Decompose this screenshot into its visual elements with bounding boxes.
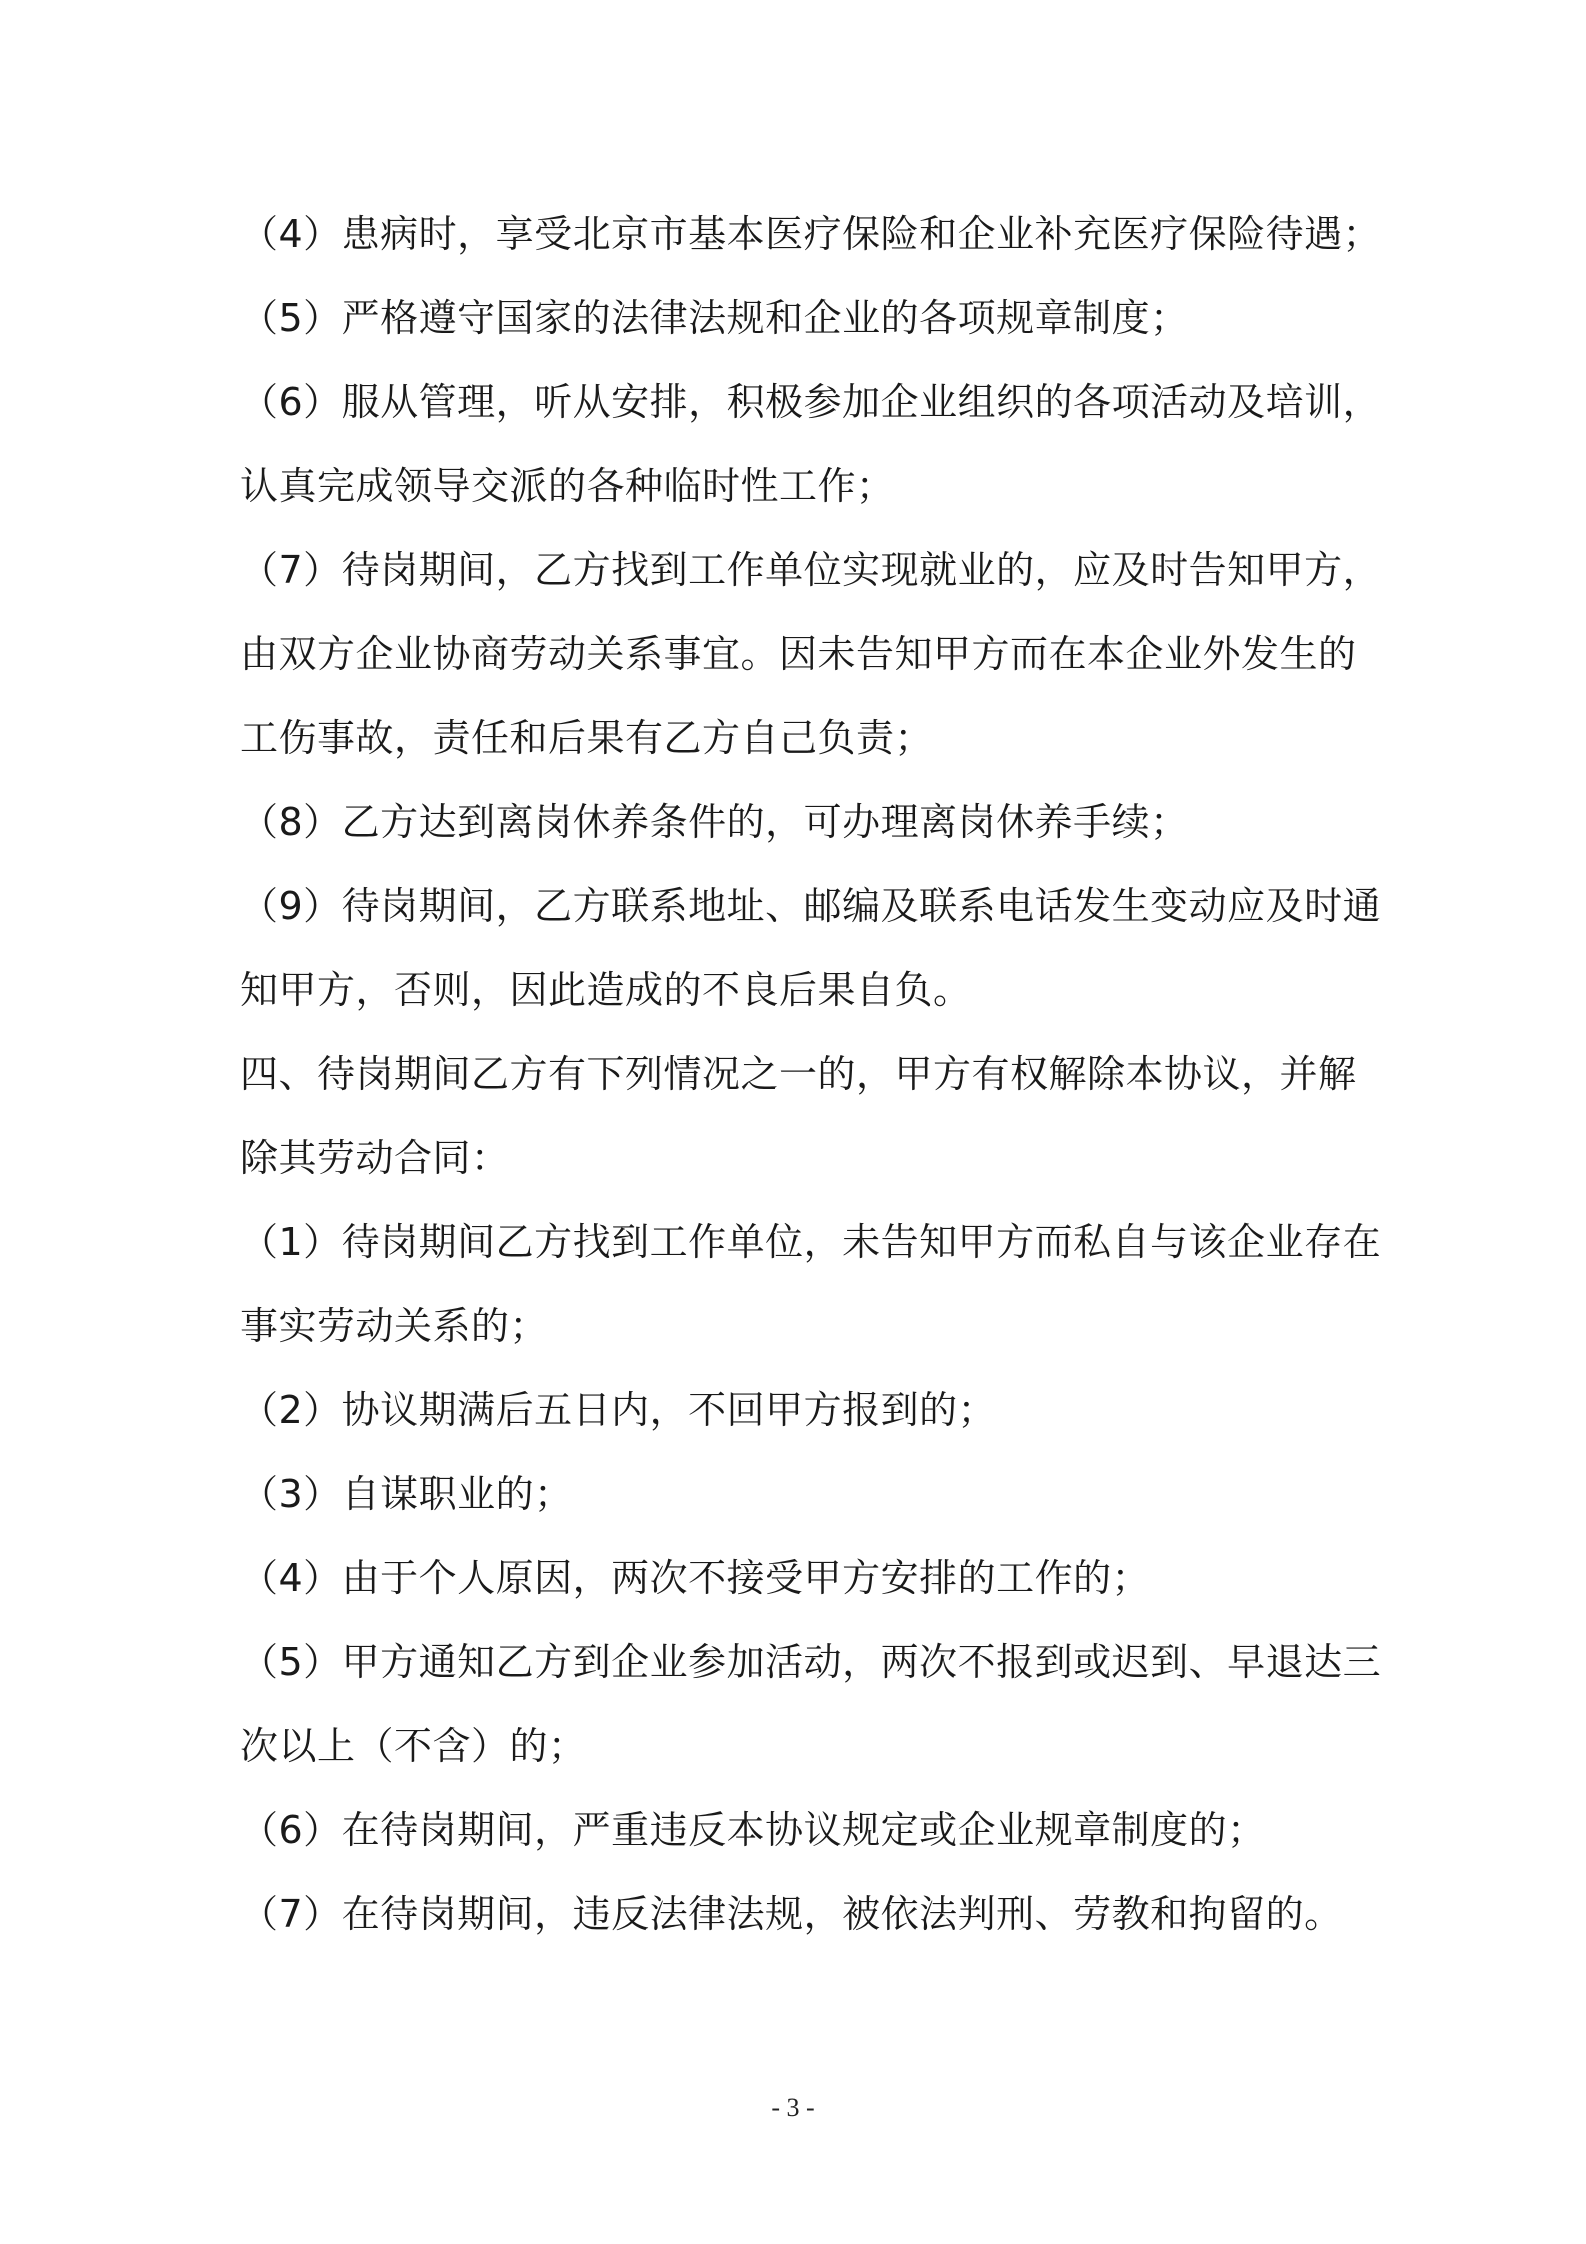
text-line: 次以上（不含）的； xyxy=(240,1724,587,1768)
section-heading-line: 四、待岗期间乙方有下列情况之一的，甲方有权解除本协议，并解 xyxy=(240,1052,1357,1096)
text-line: （4）患病时，享受北京市基本医疗保险和企业补充医疗保险待遇； xyxy=(240,212,1382,256)
text-line: （2）协议期满后五日内，不回甲方报到的； xyxy=(240,1388,997,1432)
section-heading-line: 除其劳动合同： xyxy=(240,1136,510,1180)
page-number: - 3 - xyxy=(771,2093,815,2122)
text-line: （1）待岗期间乙方找到工作单位，未告知甲方而私自与该企业存在 xyxy=(240,1220,1382,1264)
text-line: 事实劳动关系的； xyxy=(240,1304,549,1348)
text-line: （6）在待岗期间，严重违反本协议规定或企业规章制度的； xyxy=(240,1808,1266,1852)
text-line: 工伤事故，责任和后果有乙方自己负责； xyxy=(240,716,934,760)
text-line: （5）甲方通知乙方到企业参加活动，两次不报到或迟到、早退达三 xyxy=(240,1640,1382,1684)
text-line: （6）服从管理，听从安排，积极参加企业组织的各项活动及培训， xyxy=(240,380,1382,424)
text-line: （4）由于个人原因，两次不接受甲方安排的工作的； xyxy=(240,1556,1151,1600)
text-line: 知甲方，否则，因此造成的不良后果自负。 xyxy=(240,968,972,1012)
text-line: （7）待岗期间，乙方找到工作单位实现就业的，应及时告知甲方， xyxy=(240,548,1382,592)
text-line: （3）自谋职业的； xyxy=(240,1472,573,1516)
text-line: （9）待岗期间，乙方联系地址、邮编及联系电话发生变动应及时通 xyxy=(240,884,1382,928)
text-line: （5）严格遵守国家的法律法规和企业的各项规章制度； xyxy=(240,296,1189,340)
text-line: 认真完成领导交派的各种临时性工作； xyxy=(240,464,895,508)
text-line: （8）乙方达到离岗休养条件的，可办理离岗休养手续； xyxy=(240,800,1189,844)
text-line: 由双方企业协商劳动关系事宜。因未告知甲方而在本企业外发生的 xyxy=(240,632,1357,676)
text-line: （7）在待岗期间，违反法律法规，被依法判刑、劳教和拘留的。 xyxy=(240,1892,1343,1936)
